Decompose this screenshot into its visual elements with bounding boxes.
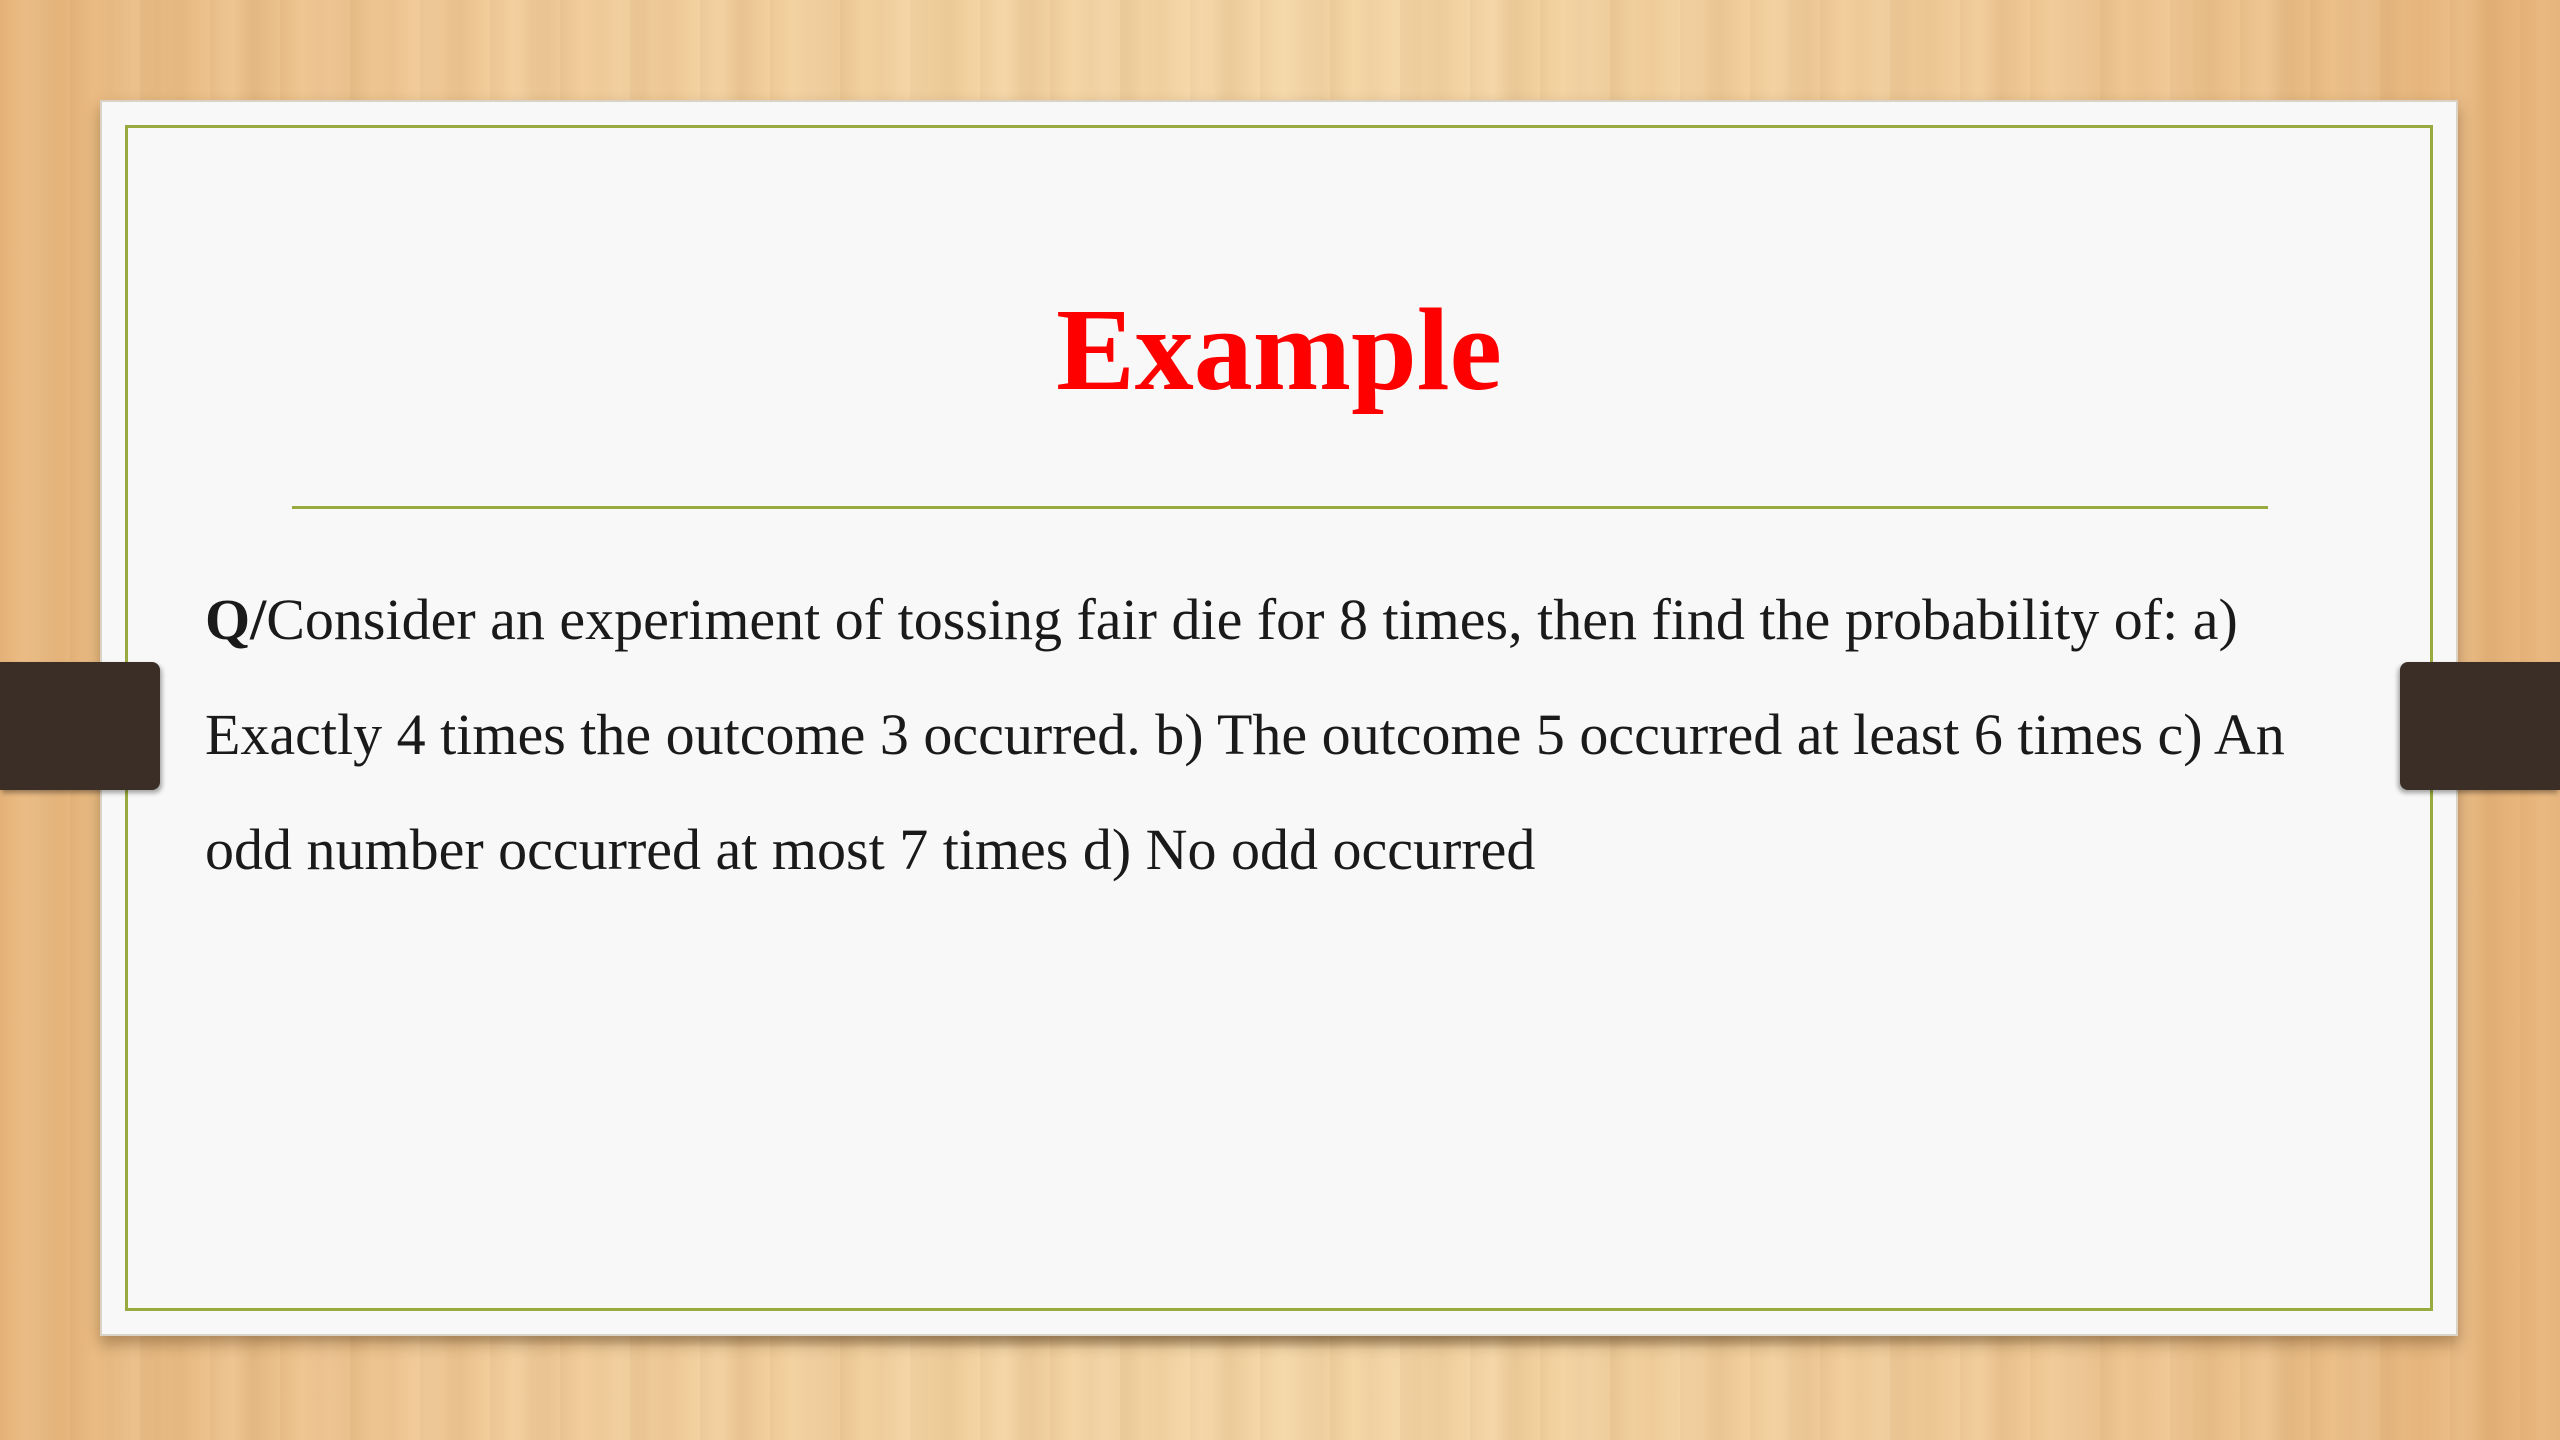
title-divider (292, 506, 2268, 509)
question-paragraph (205, 562, 2285, 907)
question-label: Q/ (205, 587, 267, 652)
right-clip (2400, 662, 2560, 790)
slide-title: Example (1056, 284, 1502, 415)
left-clip (0, 662, 160, 790)
question-text: Consider an experiment of tossing fair die for 8 times, then find the probability of: a) Exactly 4 times the outcome 3 occurred. b) The outcome 5 occurred at least 6 times c) An odd number occurred at most 7 times d) No odd occurred (205, 587, 2285, 882)
